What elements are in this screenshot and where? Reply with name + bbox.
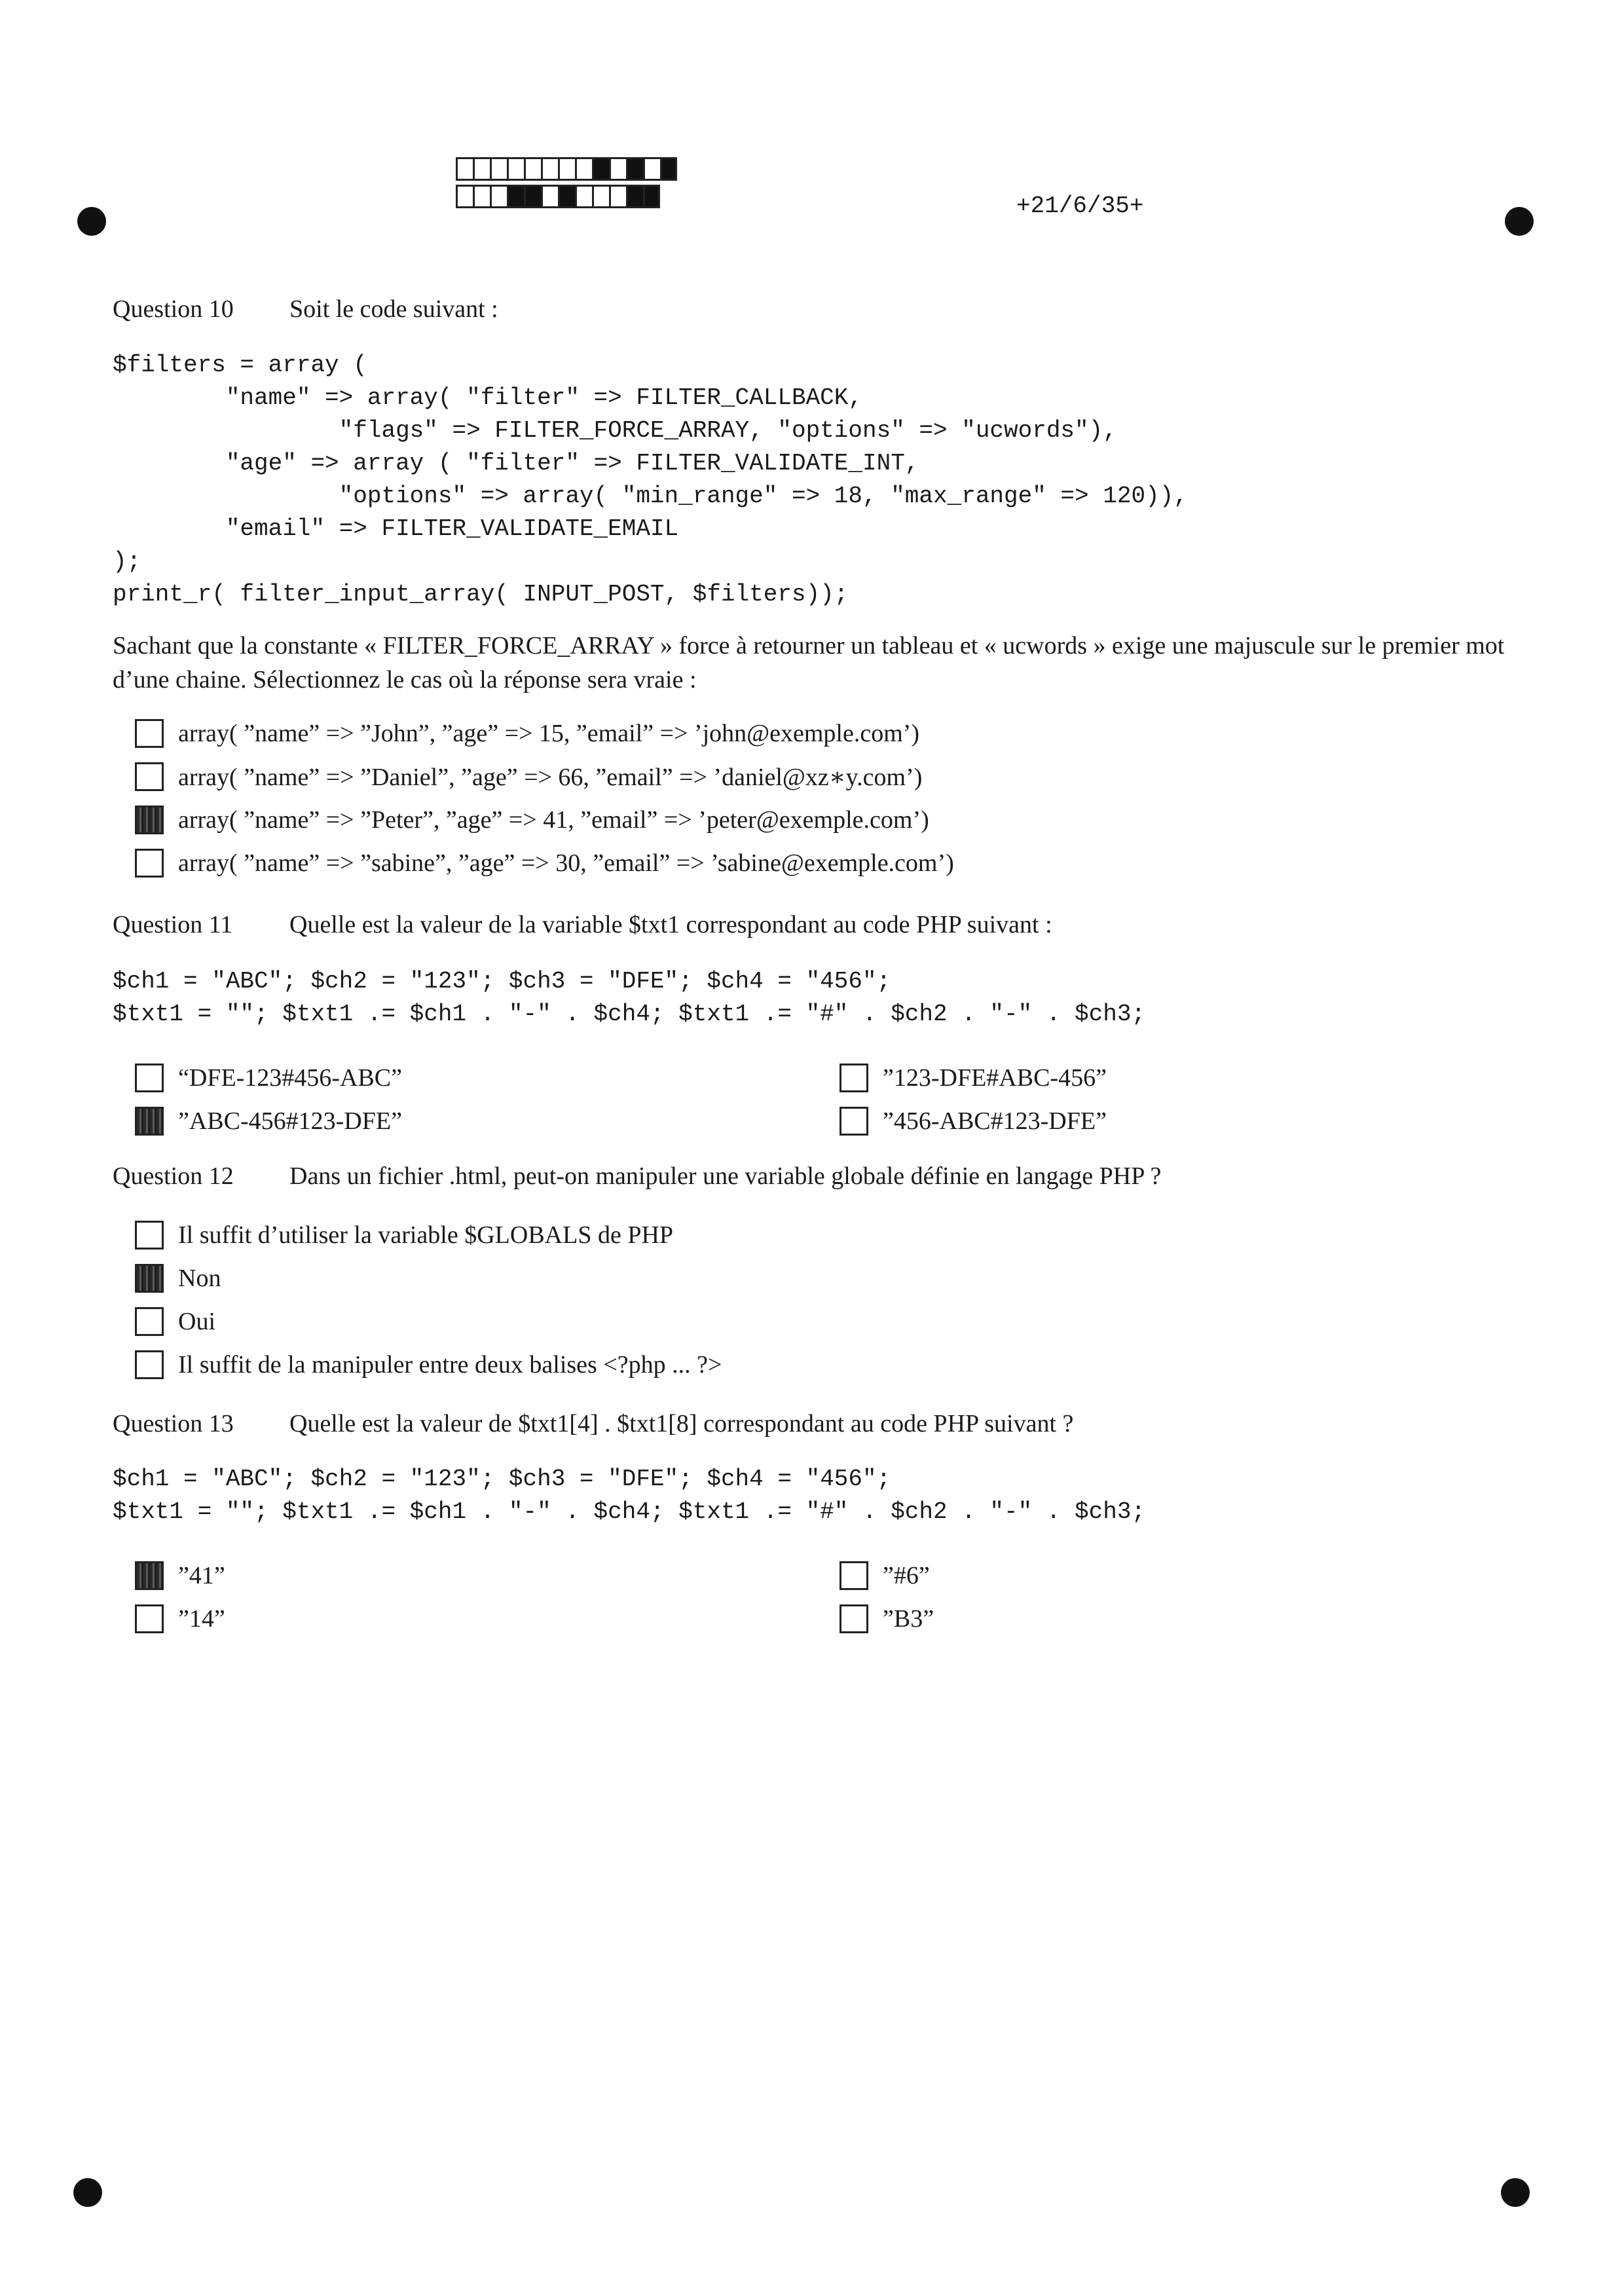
q11-option-3-checkbox[interactable]: [840, 1064, 868, 1092]
q10-option-2-label: array( ”name” => ”Daniel”, ”age” => 66, ”email” => ’daniel@xz∗y.com’): [178, 763, 923, 791]
q10-option-3-label: array( ”name” => ”Peter”, ”age” => 41, ”email” => ’peter@exemple.com’): [178, 806, 929, 834]
q10-option-3[interactable]: [135, 800, 954, 840]
question-11-code: $ch1 = "ABC"; $ch2 = "123"; $ch3 = "DFE"; $ch4 = "456"; $txt1 = ""; $txt1 .= $ch1 . "-" . $ch4; $txt1 .= "#" . $ch2 . "-" . $ch3;: [113, 968, 1146, 1028]
q11-option-2-label: ”ABC-456#123-DFE”: [178, 1107, 402, 1135]
q12-option-2[interactable]: [135, 1259, 722, 1298]
barcode-cell: [626, 157, 643, 181]
barcode-cell: [541, 157, 558, 181]
barcode: [456, 157, 677, 208]
corner-mark-bottom-right: [1501, 2178, 1530, 2207]
question-11-options-left: [135, 1058, 402, 1141]
q11-option-1-label: “DFE-123#456-ABC”: [178, 1064, 402, 1092]
q10-option-1-checkbox[interactable]: [135, 719, 164, 748]
q10-option-4-label: array( ”name” => ”sabine”, ”age” => 30, ”email” => ’sabine@exemple.com’): [178, 849, 954, 877]
q10-option-1[interactable]: [135, 714, 954, 753]
question-12-label: Question 12: [113, 1162, 234, 1190]
q12-option-4-checkbox[interactable]: [135, 1350, 164, 1379]
q11-option-2[interactable]: [135, 1102, 402, 1141]
question-10-prompt: Soit le code suivant :: [289, 295, 498, 323]
barcode-cell: [456, 185, 473, 208]
barcode-cell: [643, 157, 660, 181]
page-id: +21/6/35+: [1016, 193, 1144, 219]
q13-option-4-checkbox[interactable]: [840, 1604, 868, 1633]
q11-option-3-label: ”123-DFE#ABC-456”: [883, 1064, 1107, 1092]
barcode-cell: [660, 157, 677, 181]
q11-option-2-checkbox[interactable]: [135, 1107, 164, 1136]
question-11-label: Question 11: [113, 911, 233, 938]
barcode-cell: [575, 157, 592, 181]
q13-option-1-label: ”41”: [178, 1562, 225, 1589]
q13-option-3[interactable]: [840, 1556, 934, 1595]
barcode-row-1: [456, 157, 677, 181]
barcode-cell: [490, 185, 507, 208]
q11-option-3[interactable]: [840, 1058, 1107, 1098]
barcode-cell: [626, 185, 643, 208]
q11-option-1-checkbox[interactable]: [135, 1064, 164, 1092]
q13-option-1-checkbox[interactable]: [135, 1561, 164, 1590]
barcode-cell: [558, 157, 575, 181]
corner-mark-top-left: [77, 207, 106, 236]
q10-option-4-checkbox[interactable]: [135, 849, 164, 878]
q10-option-4[interactable]: [135, 843, 954, 883]
q13-option-1[interactable]: [135, 1556, 225, 1595]
q10-option-3-checkbox[interactable]: [135, 805, 164, 834]
question-12-header: [113, 1162, 1161, 1191]
question-10-code: $filters = array ( "name" => array( "filter" => FILTER_CALLBACK, "flags" => FILTER_FORCE_ARRAY, "options" => "ucwords"), "age" => array ( "filter" => FILTER_VALIDATE_INT, "options" => array( "min_range" => 18, "max_range" => 120)), "email" => FILTER_VALIDATE_EMAIL ); print_r( filter_input_array( INPUT_POST, $filters));: [113, 352, 1188, 608]
barcode-cell: [643, 185, 660, 208]
question-13-header: [113, 1409, 1073, 1438]
question-13-prompt: Quelle est la valeur de $txt1[4] . $txt1[8] correspondant au code PHP suivant ?: [289, 1410, 1074, 1437]
question-10-options: [135, 714, 954, 883]
question-10-text: Sachant que la constante « FILTER_FORCE_ARRAY » force à retourner un tableau et « ucwords » exige une majuscule sur le premier mot d’une chaine. Sélectionnez le cas où la réponse sera vraie :: [113, 632, 1505, 694]
barcode-cell: [507, 185, 524, 208]
barcode-cell: [473, 185, 490, 208]
question-10-label: Question 10: [113, 295, 234, 323]
question-13-options-right: [840, 1556, 934, 1639]
q12-option-1[interactable]: [135, 1215, 722, 1255]
barcode-cell: [592, 185, 609, 208]
question-12-options: [135, 1215, 722, 1384]
q12-option-1-label: Il suffit d’utiliser la variable $GLOBALS de PHP: [178, 1221, 674, 1249]
q11-option-1[interactable]: [135, 1058, 402, 1098]
q10-option-2[interactable]: [135, 757, 954, 796]
q13-option-3-checkbox[interactable]: [840, 1561, 868, 1590]
barcode-cell: [541, 185, 558, 208]
barcode-cell: [609, 157, 626, 181]
question-13-options-left: [135, 1556, 225, 1639]
q11-option-4-label: ”456-ABC#123-DFE”: [883, 1107, 1107, 1135]
q13-option-2-checkbox[interactable]: [135, 1604, 164, 1633]
barcode-cell: [507, 157, 524, 181]
q13-option-4-label: ”B3”: [883, 1605, 934, 1633]
q10-option-1-label: array( ”name” => ”John”, ”age” => 15, ”email” => ’john@exemple.com’): [178, 720, 920, 747]
q12-option-3[interactable]: [135, 1302, 722, 1341]
question-13-code: $ch1 = "ABC"; $ch2 = "123"; $ch3 = "DFE"; $ch4 = "456"; $txt1 = ""; $txt1 .= $ch1 . "-" . $ch4; $txt1 .= "#" . $ch2 . "-" . $ch3;: [113, 1466, 1146, 1525]
barcode-row-2: [456, 185, 677, 208]
barcode-cell: [592, 157, 609, 181]
q12-option-3-checkbox[interactable]: [135, 1307, 164, 1336]
q11-option-4[interactable]: [840, 1102, 1107, 1141]
q11-option-4-checkbox[interactable]: [840, 1107, 868, 1136]
barcode-cell: [575, 185, 592, 208]
barcode-cell: [456, 157, 473, 181]
barcode-cell: [609, 185, 626, 208]
q12-option-1-checkbox[interactable]: [135, 1221, 164, 1250]
barcode-cell: [490, 157, 507, 181]
question-13-label: Question 13: [113, 1410, 234, 1437]
corner-mark-bottom-left: [73, 2178, 102, 2207]
q12-option-4-label: Il suffit de la manipuler entre deux balises <?php ... ?>: [178, 1351, 722, 1379]
question-12-prompt: Dans un fichier .html, peut-on manipuler une variable globale définie en langage PHP ?: [289, 1162, 1162, 1190]
question-11-header: [113, 910, 1052, 939]
q12-option-2-checkbox[interactable]: [135, 1264, 164, 1293]
q12-option-4[interactable]: [135, 1345, 722, 1384]
q13-option-2-label: ”14”: [178, 1605, 225, 1633]
q13-option-3-label: ”#6”: [883, 1562, 930, 1589]
barcode-cell: [524, 185, 541, 208]
question-11-prompt: Quelle est la valeur de la variable $txt1 correspondant au code PHP suivant :: [289, 911, 1052, 938]
barcode-cell: [558, 185, 575, 208]
question-10-header: [113, 295, 498, 324]
q10-option-2-checkbox[interactable]: [135, 762, 164, 791]
q12-option-2-label: Non: [178, 1265, 221, 1292]
barcode-cell: [473, 157, 490, 181]
corner-mark-top-right: [1505, 207, 1534, 236]
q13-option-4[interactable]: [840, 1599, 934, 1639]
question-11-options-right: [840, 1058, 1107, 1141]
barcode-cell: [524, 157, 541, 181]
q13-option-2[interactable]: [135, 1599, 225, 1639]
q12-option-3-label: Oui: [178, 1308, 215, 1335]
